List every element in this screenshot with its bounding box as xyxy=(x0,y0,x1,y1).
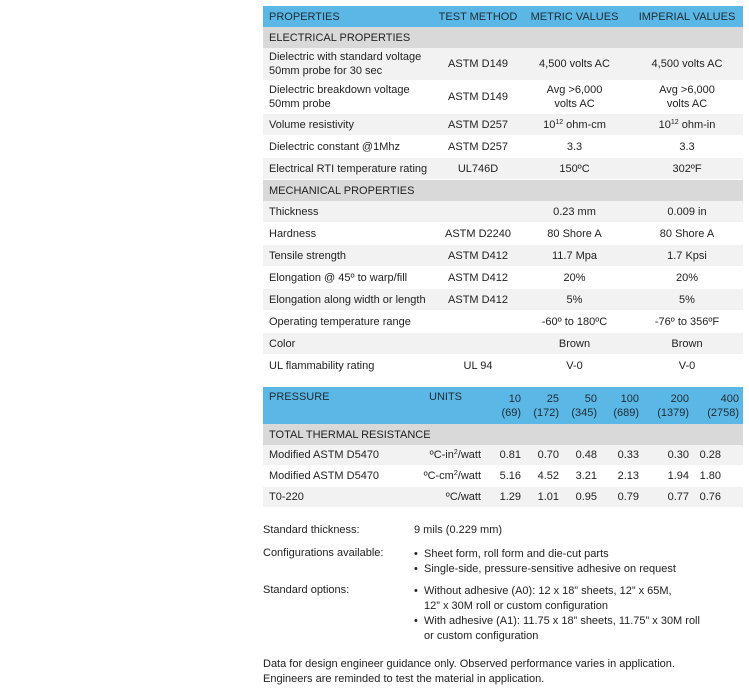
value-cell: 4.52 xyxy=(523,466,561,487)
test-name: T0-220 xyxy=(263,487,403,508)
test-method: ASTM D149 xyxy=(438,48,518,81)
property-name: Volume resistivity xyxy=(263,114,438,136)
pressure-label: PRESSURE xyxy=(263,387,403,424)
pressure-column: 100 (689) xyxy=(599,387,641,424)
property-name: Electrical RTI temperature rating xyxy=(263,158,438,180)
value-cell: 0.70 xyxy=(523,445,561,466)
imperial-value: Brown xyxy=(631,333,743,355)
imperial-value: 1.7 Kpsi xyxy=(631,245,743,267)
value-cell: 0.48 xyxy=(561,445,599,466)
table-row xyxy=(263,466,743,487)
electrical-section-row xyxy=(263,27,743,48)
properties-table xyxy=(263,6,743,377)
pressure-column: 50 (345) xyxy=(561,387,599,424)
table-row xyxy=(263,81,743,114)
metric-value: Brown xyxy=(518,333,631,355)
list-item: • Without adhesive (A0): 12 x 18” sheets, 12” x 65M, 12” x 30M roll or custom configuration xyxy=(414,584,744,614)
pressure-column: 25 (172) xyxy=(523,387,561,424)
value-cell: 0.28 xyxy=(691,445,743,466)
test-method: ASTM D257 xyxy=(438,136,518,158)
list-item: • With adhesive (A1): 11.75 x 18” sheets, 11.75” x 30M roll or custom configuration xyxy=(414,614,744,644)
value-cell: 2.13 xyxy=(599,466,641,487)
metric-value: 20% xyxy=(518,267,631,289)
test-method: ASTM D412 xyxy=(438,245,518,267)
imperial-value: 5% xyxy=(631,289,743,311)
header-test-method: TEST METHOD xyxy=(438,6,518,27)
disclaimer-line: Data for design engineer guidance only. Observed performance varies in application. xyxy=(263,658,675,670)
table-row xyxy=(263,223,743,245)
test-method: ASTM D412 xyxy=(438,267,518,289)
metric-value: 11.7 Mpa xyxy=(518,245,631,267)
imperial-value: 4,500 volts AC xyxy=(631,48,743,81)
units: $ºC-cm^2$/watt xyxy=(403,466,483,487)
test-method: ASTM D412 xyxy=(438,289,518,311)
property-name: UL flammability rating xyxy=(263,355,438,377)
table-row xyxy=(263,445,743,466)
table-row xyxy=(263,311,743,333)
imperial-value: 80 Shore A xyxy=(631,223,743,245)
value-cell: 0.33 xyxy=(599,445,641,466)
property-name: Dielectric constant @1Mhz xyxy=(263,136,438,158)
test-method: ASTM D257 xyxy=(438,114,518,136)
imperial-value: -76º to 356ºF xyxy=(631,311,743,333)
pressure-header-row xyxy=(263,387,743,424)
value-cell: 1.01 xyxy=(523,487,561,508)
mechanical-section-title: MECHANICAL PROPERTIES xyxy=(263,180,743,202)
test-method: ASTM D149 xyxy=(438,81,518,114)
table-row xyxy=(263,245,743,267)
standard-options-label: Standard options: xyxy=(263,584,350,596)
imperial-value: $10^{12}$ ohm-in xyxy=(631,114,743,136)
properties-header-row xyxy=(263,6,743,27)
metric-value: 80 Shore A xyxy=(518,223,631,245)
units: $ºC-in^2$/watt xyxy=(403,445,483,466)
test-name: Modified ASTM D5470 xyxy=(263,445,403,466)
property-name: Dielectric breakdown voltage 50mm probe xyxy=(263,81,438,114)
thermal-section-title: TOTAL THERMAL RESISTANCE xyxy=(263,424,743,445)
header-metric-values: METRIC VALUES xyxy=(518,6,631,27)
table-row xyxy=(263,201,743,223)
pressure-column: 200 (1379) xyxy=(641,387,691,424)
units: ºC/watt xyxy=(403,487,483,508)
list-item: • Sheet form, roll form and die-cut parts xyxy=(414,547,744,562)
metric-value: 150ºC xyxy=(518,158,631,180)
disclaimer-line: Engineers are reminded to test the material in application. xyxy=(263,673,545,685)
table-row xyxy=(263,267,743,289)
standard-options-list xyxy=(414,584,744,644)
table-row xyxy=(263,289,743,311)
electrical-section-title: ELECTRICAL PROPERTIES xyxy=(263,27,743,48)
metric-value: $10^{12}$ ohm-cm xyxy=(518,114,631,136)
imperial-value: 0.009 in xyxy=(631,201,743,223)
pressure-column: 10 (69) xyxy=(483,387,523,424)
units-label: UNITS xyxy=(403,387,483,424)
value-cell: 0.95 xyxy=(561,487,599,508)
test-method xyxy=(438,201,518,223)
test-method xyxy=(438,333,518,355)
header-properties: PROPERTIES xyxy=(263,6,438,27)
configurations-list xyxy=(414,547,744,577)
standard-thickness-label: Standard thickness: xyxy=(263,524,360,536)
value-cell: 0.76 xyxy=(691,487,743,508)
value-cell: 3.21 xyxy=(561,466,599,487)
value-cell: 0.30 xyxy=(641,445,691,466)
metric-value: V-0 xyxy=(518,355,631,377)
value-cell: 0.77 xyxy=(641,487,691,508)
imperial-value: Avg >6,000 volts AC xyxy=(631,81,743,114)
table-row xyxy=(263,355,743,377)
imperial-value: 3.3 xyxy=(631,136,743,158)
property-name: Dielectric with standard voltage 50mm probe for 30 sec xyxy=(263,48,438,81)
property-name: Hardness xyxy=(263,223,438,245)
value-cell: 1.80 xyxy=(691,466,743,487)
property-name: Elongation along width or length xyxy=(263,289,438,311)
pressure-column: 400 (2758) xyxy=(691,387,743,424)
thermal-section-row xyxy=(263,424,743,445)
header-imperial-values: IMPERIAL VALUES xyxy=(631,6,743,27)
property-name: Elongation @ 45º to warp/fill xyxy=(263,267,438,289)
metric-value: 3.3 xyxy=(518,136,631,158)
mechanical-section-row xyxy=(263,180,743,202)
table-row xyxy=(263,48,743,81)
test-method: UL746D xyxy=(438,158,518,180)
value-cell: 0.81 xyxy=(483,445,523,466)
imperial-value: 20% xyxy=(631,267,743,289)
table-row xyxy=(263,487,743,508)
imperial-value: V-0 xyxy=(631,355,743,377)
metric-value: Avg >6,000 volts AC xyxy=(518,81,631,114)
table-row xyxy=(263,114,743,136)
imperial-value: 302ºF xyxy=(631,158,743,180)
value-cell: 1.29 xyxy=(483,487,523,508)
property-name: Tensile strength xyxy=(263,245,438,267)
test-method: UL 94 xyxy=(438,355,518,377)
disclaimer xyxy=(263,657,743,687)
table-row xyxy=(263,333,743,355)
standard-thickness-value: 9 mils (0.229 mm) xyxy=(414,524,503,536)
test-method: ASTM D2240 xyxy=(438,223,518,245)
table-row xyxy=(263,158,743,180)
property-name: Operating temperature range xyxy=(263,311,438,333)
property-name: Thickness xyxy=(263,201,438,223)
list-item: • Single-side, pressure-sensitive adhesive on request xyxy=(414,562,744,577)
test-name: Modified ASTM D5470 xyxy=(263,466,403,487)
test-method xyxy=(438,311,518,333)
table-row xyxy=(263,136,743,158)
value-cell: 1.94 xyxy=(641,466,691,487)
metric-value: -60º to 180ºC xyxy=(518,311,631,333)
value-cell: 0.79 xyxy=(599,487,641,508)
configurations-label: Configurations available: xyxy=(263,547,384,559)
value-cell: 5.16 xyxy=(483,466,523,487)
metric-value: 4,500 volts AC xyxy=(518,48,631,81)
metric-value: 0.23 mm xyxy=(518,201,631,223)
thermal-resistance-table xyxy=(263,387,743,508)
metric-value: 5% xyxy=(518,289,631,311)
property-name: Color xyxy=(263,333,438,355)
